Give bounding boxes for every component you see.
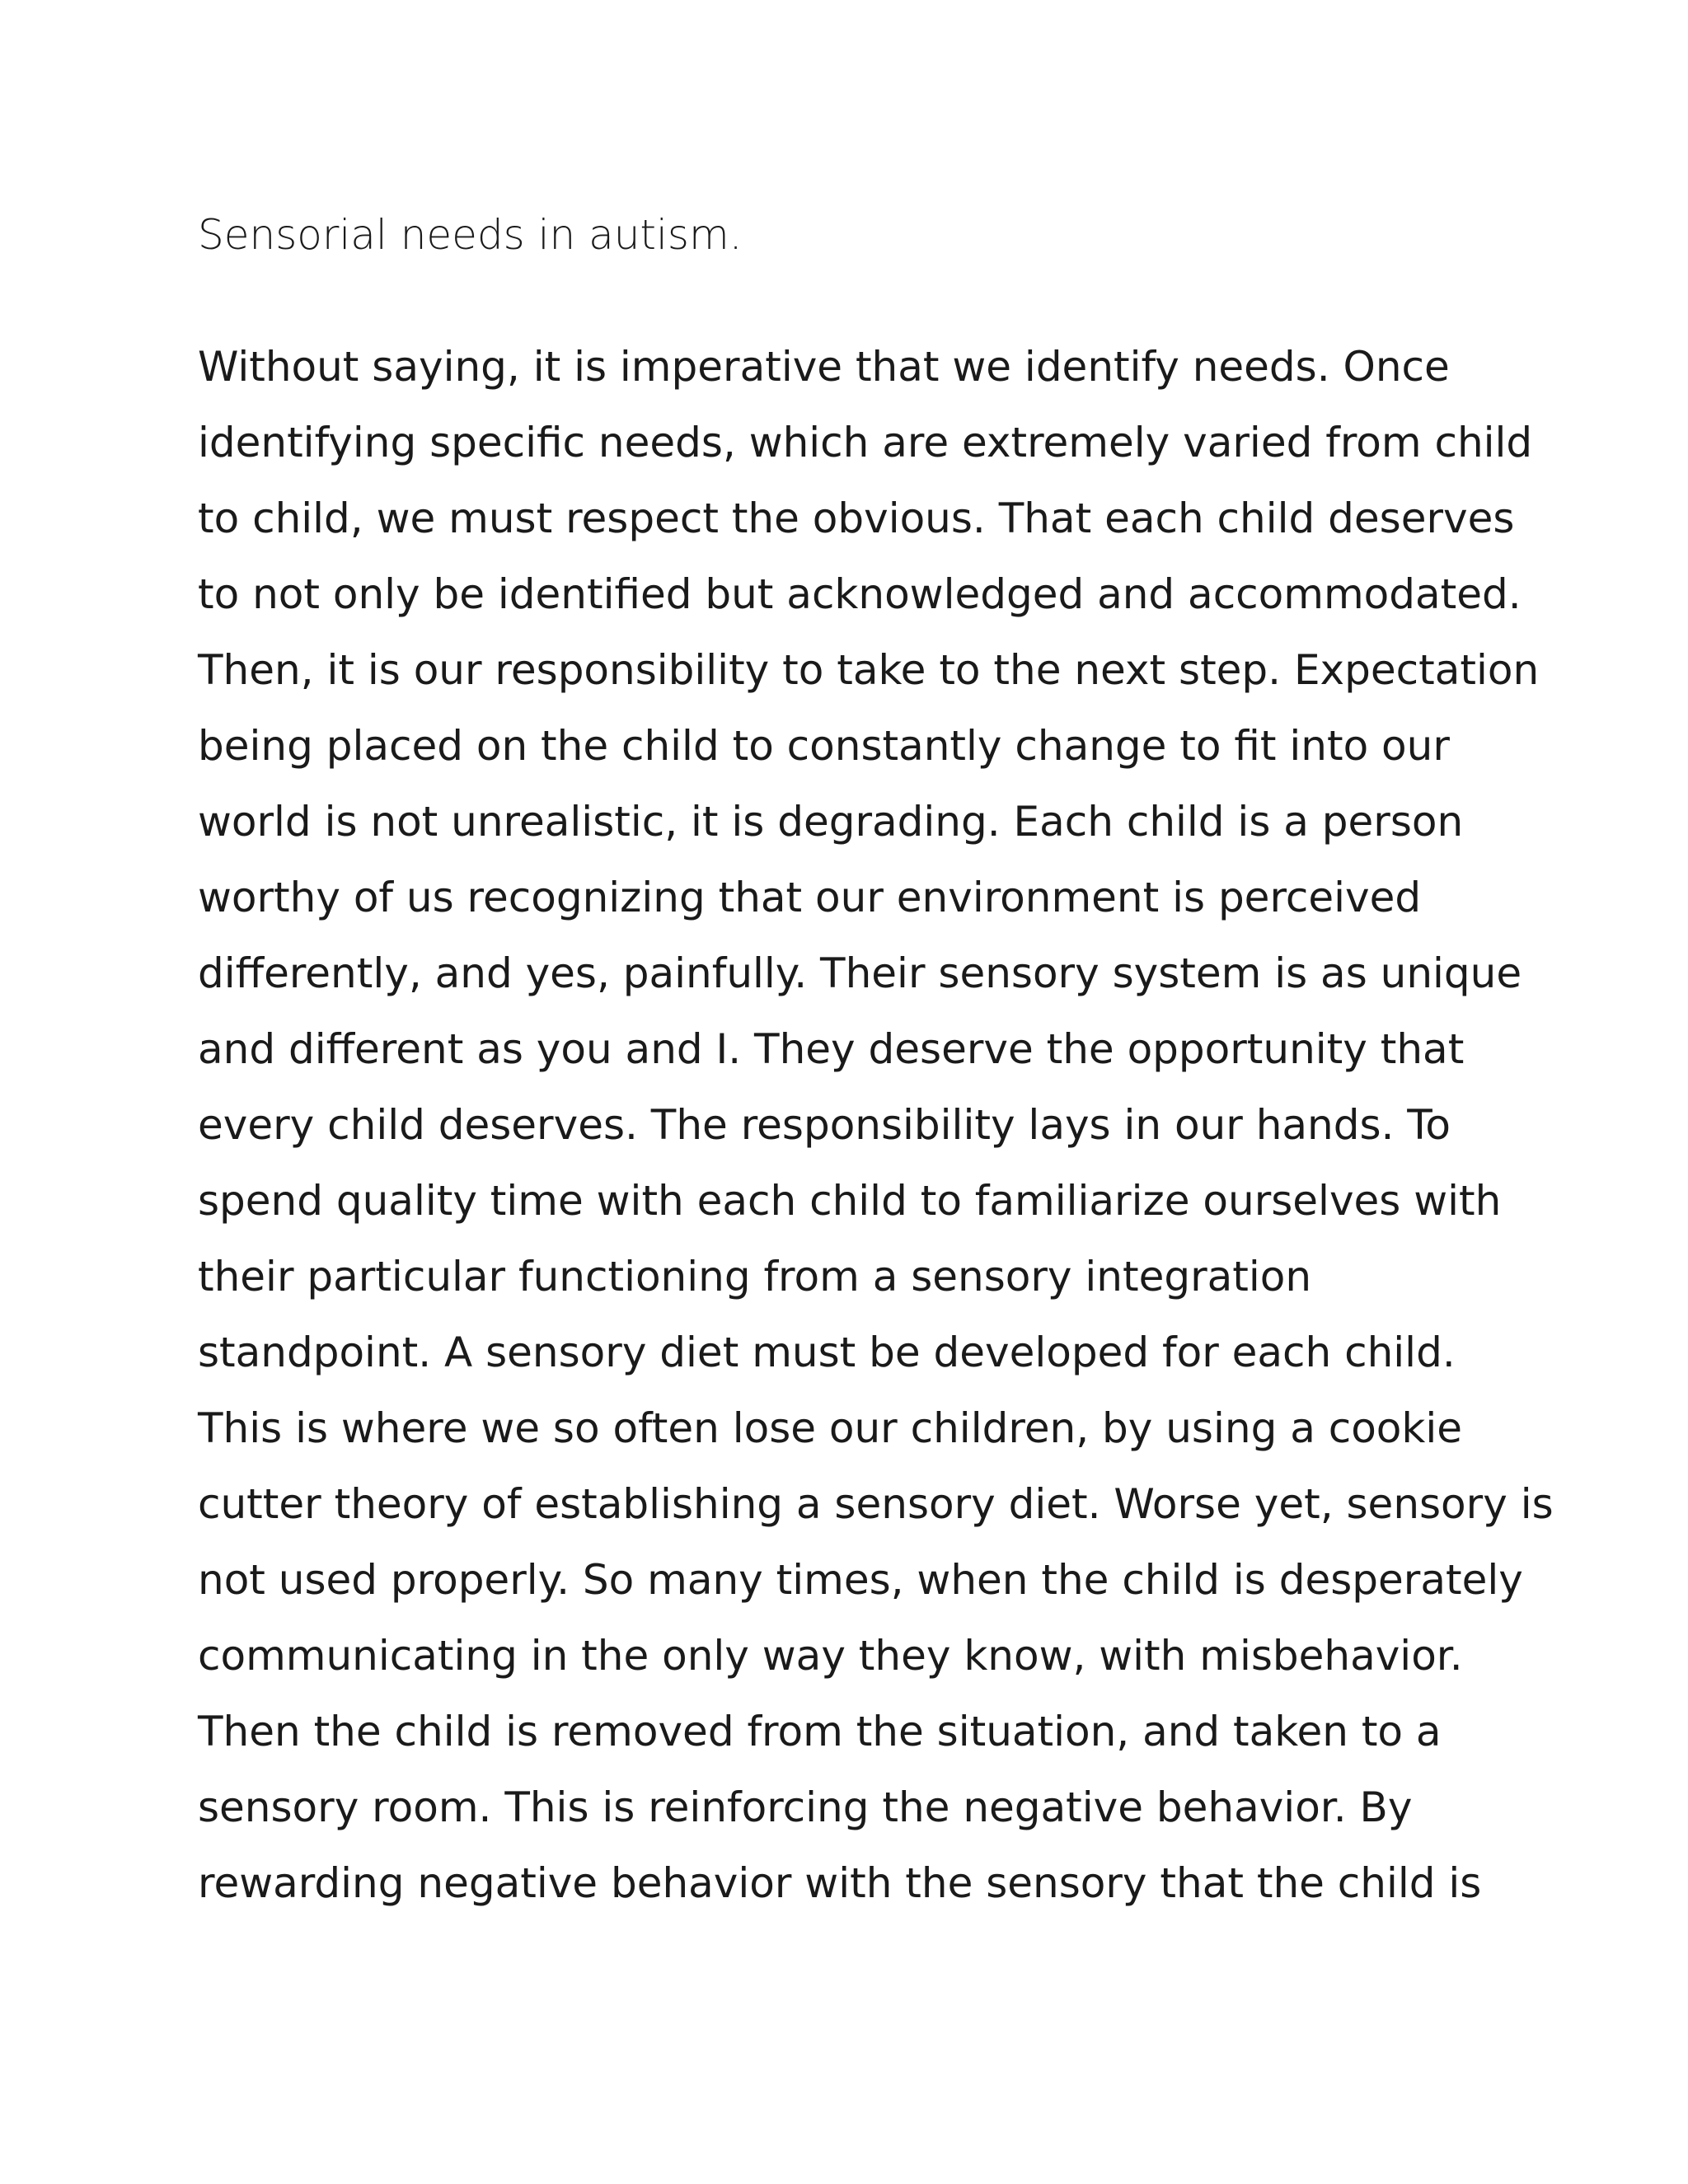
body-line: to not only be identified but acknowledged and accommodated.: [198, 570, 1522, 618]
body-line: sensory room. This is reinforcing the negative behavior. By: [198, 1783, 1413, 1831]
body-line: every child deserves. The responsibility lays in our hands. To: [198, 1101, 1451, 1149]
body-line: communicating in the only way they know, with misbehavior.: [198, 1632, 1463, 1680]
body-line: Then, it is our responsibility to take to the next step. Expectation: [198, 646, 1540, 694]
body-line: differently, and yes, painfully. Their sensory system is as unique: [198, 949, 1522, 997]
document-title: Sensorial needs in autism.: [198, 211, 743, 259]
body-line: their particular functioning from a sensory integration: [198, 1253, 1312, 1301]
body-line: to child, we must respect the obvious. That each child deserves: [198, 494, 1515, 542]
body-line: being placed on the child to constantly change to fit into our: [198, 722, 1450, 770]
body-line: spend quality time with each child to familiarize ourselves with: [198, 1177, 1502, 1225]
body-line: identifying specific needs, which are extremely varied from child: [198, 419, 1533, 466]
body-line: world is not unrealistic, it is degrading. Each child is a person: [198, 798, 1464, 846]
body-line: Without saying, it is imperative that we identify needs. Once: [198, 343, 1450, 391]
body-line: This is where we so often lose our children, by using a cookie: [198, 1404, 1463, 1452]
body-line: not used properly. So many times, when the child is desperately: [198, 1556, 1523, 1604]
body-line: standpoint. A sensory diet must be developed for each child.: [198, 1329, 1456, 1376]
body-line: cutter theory of establishing a sensory diet. Worse yet, sensory is: [198, 1480, 1554, 1528]
body-line: Then the child is removed from the situation, and taken to a: [198, 1708, 1442, 1755]
body-line: and different as you and I. They deserve the opportunity that: [198, 1025, 1465, 1073]
document-body: [198, 342, 1554, 1934]
body-line: rewarding negative behavior with the sensory that the child is: [198, 1859, 1482, 1907]
body-line: worthy of us recognizing that our environment is perceived: [198, 874, 1422, 921]
